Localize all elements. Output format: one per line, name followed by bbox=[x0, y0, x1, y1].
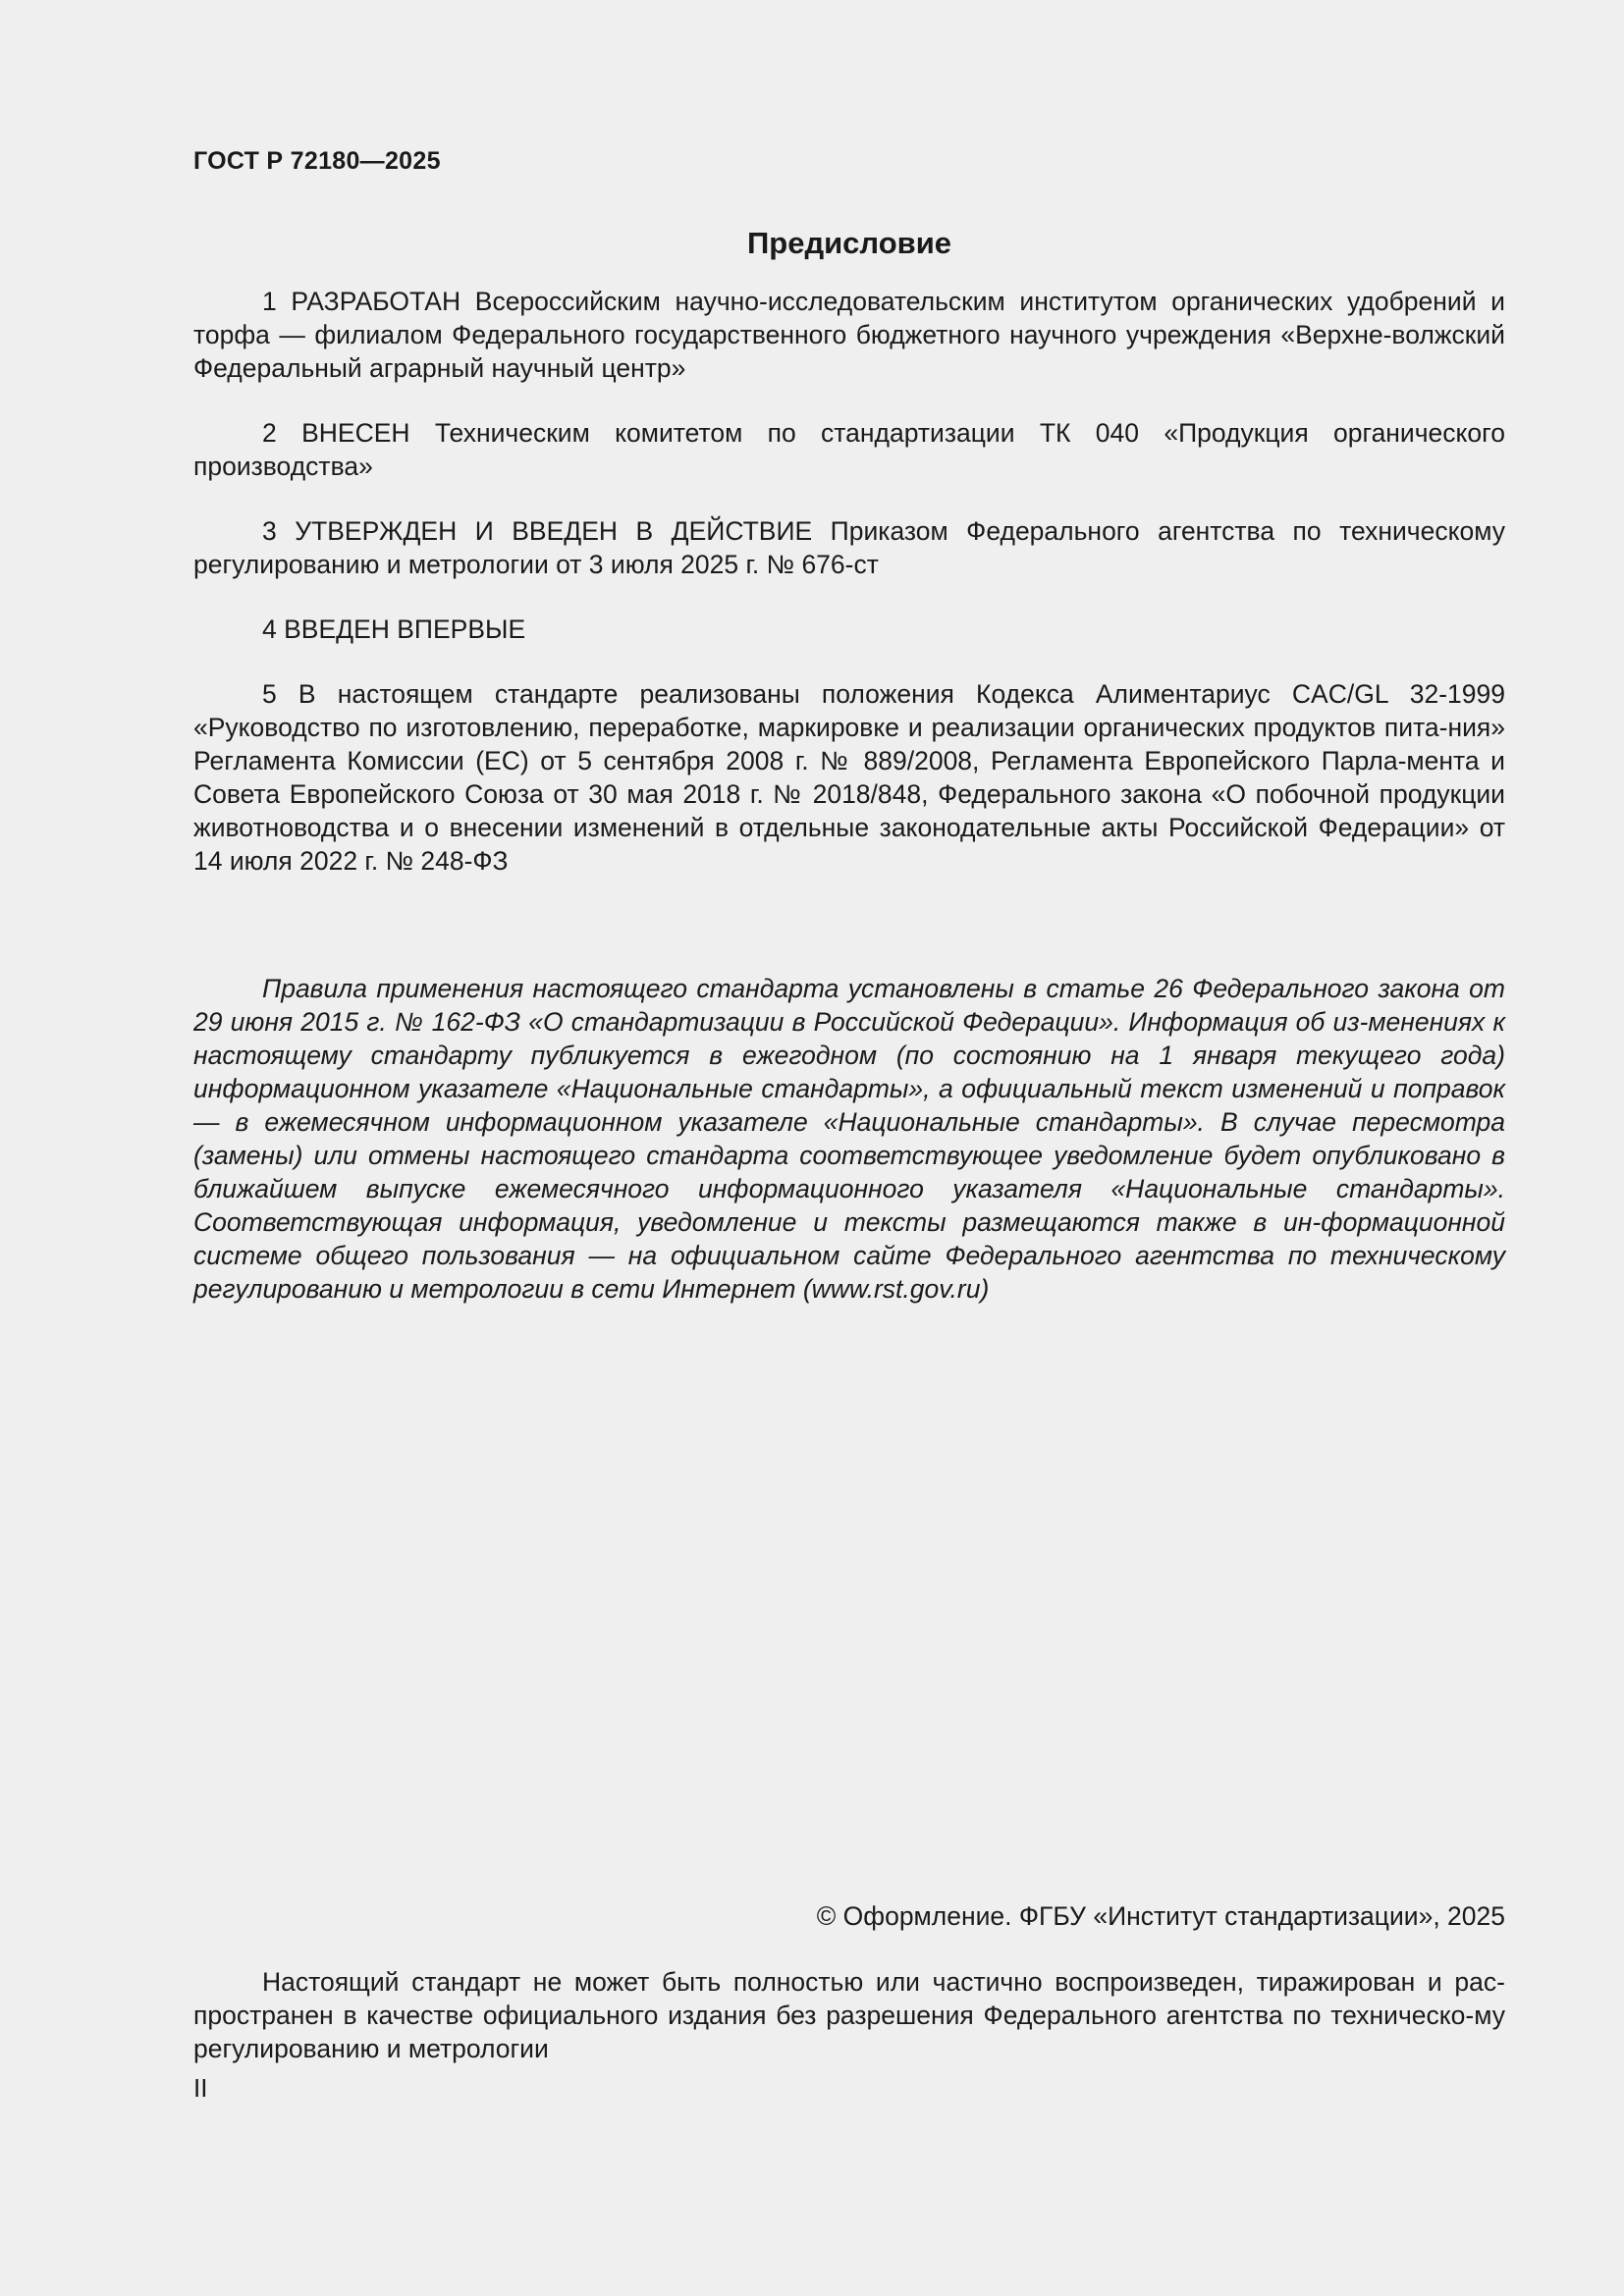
foreword-item-2: 2 ВНЕСЕН Техническим комитетом по стандартизации ТК 040 «Продукция органического производства» bbox=[193, 418, 1505, 481]
reproduction-notice: Настоящий стандарт не может быть полностью или частично воспроизведен, тиражирован и рас-пространен в качестве официального издания без разрешения Федерального агентства по техническо-му регулированию и метрологии bbox=[193, 1967, 1505, 2063]
foreword-item-5: 5 В настоящем стандарте реализованы положения Кодекса Алиментариус CAC/GL 32-1999 «Руководство по изготовлению, переработке, маркировке и реализации органических продуктов пита-ния» Регламента Комиссии (ЕС) от 5 сентября 2008 г. № 889/2008, Регламента Европейского Парла-мента и Совета Европейского Союза от 30 мая 2018 г. № 2018/848, Федерального закона «О побочной продукции животноводства и о внесении изменений в отдельные законодательные акты Российской Федерации» от 14 июля 2022 г. № 248-ФЗ bbox=[193, 679, 1505, 876]
foreword-item-4: 4 ВВЕДЕН ВПЕРВЫЕ bbox=[262, 614, 526, 644]
page-number: II bbox=[193, 2073, 208, 2103]
page-title: Предисловие bbox=[746, 226, 951, 260]
rules-note: Правила применения настоящего стандарта установлены в статье 26 Федерального закона от 29 июня 2015 г. № 162-ФЗ «О стандартизации в Российской Федерации». Информация об из-менениях к настоящему стандарту публикуется в ежегодном (по состоянию на 1 января текущего года) информационном указателе «Национальные стандарты», а официальный текст изменений и поправок — в ежемесячном информационном указателе «Национальные стандарты». В случае пересмотра (замены) или отмены настоящего стандарта соответствующее уведомление будет опубликовано в ближайшем выпуске ежемесячного информационного указателя «Национальные стандарты». Соответствующая информация, уведомление и тексты размещаются также в ин-формационной системе общего пользования — на официальном сайте Федерального агентства по техническому регулированию и метрологии в сети Интернет (www.rst.gov.ru) bbox=[193, 974, 1505, 1304]
copyright-line: © Оформление. ФГБУ «Институт стандартизации», 2025 bbox=[816, 1901, 1505, 1931]
document-code: ГОСТ Р 72180—2025 bbox=[193, 147, 441, 175]
foreword-item-1: 1 РАЗРАБОТАН Всероссийским научно-исследовательским институтом органических удобрений и торфа — филиалом Федерального государственного бюджетного научного учреждения «Верхне-волжский Федеральный аграрный научный центр» bbox=[193, 287, 1505, 383]
foreword-item-3: 3 УТВЕРЖДЕН И ВВЕДЕН В ДЕЙСТВИЕ Приказом Федерального агентства по техническому регулированию и метрологии от 3 июля 2025 г. № 676-ст bbox=[193, 516, 1505, 579]
